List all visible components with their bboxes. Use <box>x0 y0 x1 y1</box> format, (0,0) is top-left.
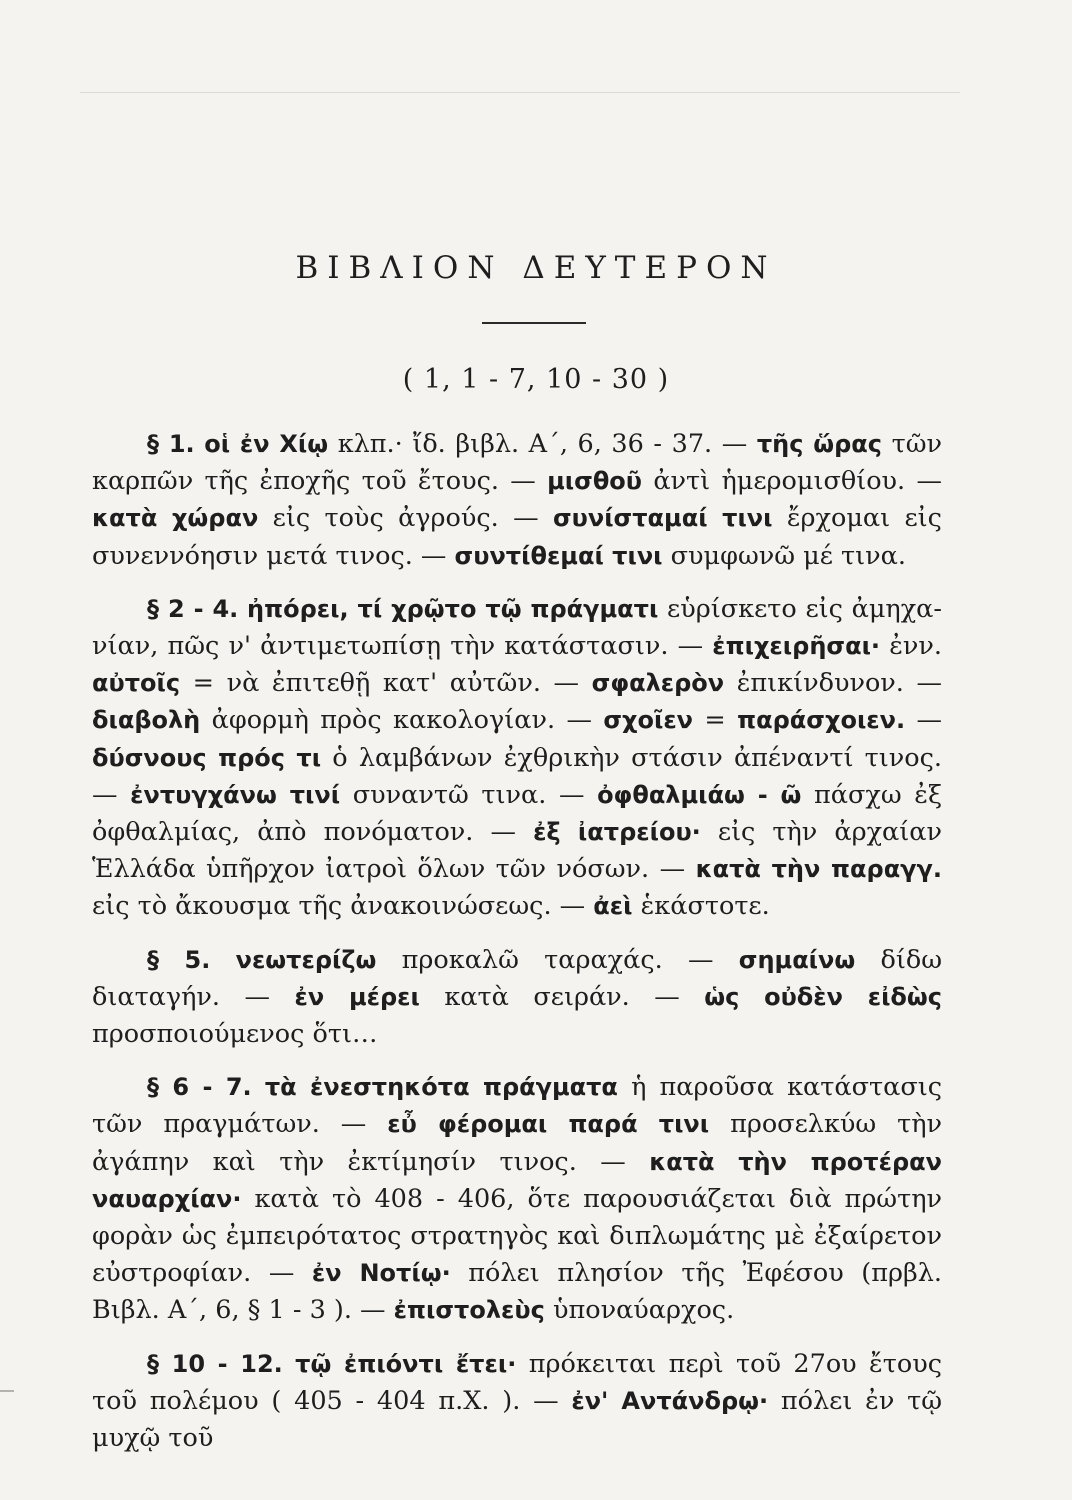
margin-mark <box>0 1390 14 1392</box>
show-through-rule <box>80 92 960 93</box>
lemma: εὖ φέρομαι παρά τινι <box>387 1110 710 1139</box>
gloss: συμφωνῶ μέ τινα. <box>662 540 906 571</box>
lemma: παράσχοιεν. <box>737 706 906 735</box>
lemma: διαβολὴ <box>92 706 201 735</box>
commentary-paragraph <box>92 591 942 926</box>
lemma: νεωτερίζω <box>235 945 377 974</box>
lemma: ἐν μέρει <box>294 982 420 1011</box>
section-range: ( 1, 1 - 7, 10 - 30 ) <box>402 364 670 395</box>
commentary-paragraph <box>92 1069 942 1329</box>
gloss: δίδω διαταγήν. — <box>92 944 942 1012</box>
heading-rule <box>482 322 586 324</box>
lemma: ἐπιχειρῆσαι· <box>712 632 881 661</box>
gloss: — <box>905 705 942 736</box>
lemma: ὡς οὐδὲν εἰδὼς <box>704 982 943 1011</box>
lemma: οἱ ἐν Χίῳ <box>204 430 329 458</box>
lemma: ἐξ ἰατρείου· <box>533 818 701 847</box>
lemma: κατὰ τὴν παραγγ. <box>695 855 942 884</box>
gloss: ἔρχομαι εἰς συνεννόησιν μετά τινος. — <box>92 503 942 571</box>
gloss: κατὰ σειράν. — <box>419 981 705 1012</box>
gloss: πόλει ἐν τῷ μυχῷ τοῦ <box>92 1385 942 1454</box>
lemma: τὰ ἐνεστηκότα πράγματα <box>264 1073 618 1102</box>
lemma: συντίθεμαί τινι <box>454 541 663 570</box>
gloss: τῶν καρπῶν τῆς ἐποχῆς τοῦ ἔτους. — <box>92 429 942 497</box>
lemma: ἐν' Αντάνδρῳ· <box>571 1386 769 1415</box>
gloss: ἡ παροῦσα κατάστασις τῶν πραγμάτων. — <box>92 1072 943 1140</box>
section-number: § 5. <box>147 945 211 974</box>
gloss: = <box>693 705 738 736</box>
gloss: πόλει πλησίον τῆς Ἐφέσου (πρβλ. Βιβλ. Α΄, 6, § 1 - 3 ). — <box>92 1258 943 1326</box>
section-number: § 10 - 12. <box>147 1349 283 1378</box>
book-heading: ΒΙΒΛΙΟΝ ΔΕΥΤΕΡΟΝ <box>295 250 777 286</box>
lemma: μισθοῦ <box>547 467 642 496</box>
gloss: ἑκάστοτε. <box>632 891 770 922</box>
section-number: § 6 - 7. <box>147 1073 252 1102</box>
lemma: σχοῖεν <box>603 706 694 735</box>
gloss: ἀντὶ ἡμερομισθίου. — <box>642 466 942 497</box>
lemma: δύσνους πρός τι <box>92 743 322 772</box>
lemma: τῷ ἐπιόντι ἔτει· <box>295 1349 517 1378</box>
gloss: ἐνν. <box>880 631 942 662</box>
lemma: ἐντυγχάνω τινί <box>130 780 341 809</box>
gloss: εὑρίσκετο εἰς ἀμηχανίαν, πῶς ν' ἀντιμετωπίσῃ τὴν κατάστασιν. — <box>92 593 942 662</box>
lemma: ἀεὶ <box>593 892 633 921</box>
gloss: ὁ λαμβάνων ἐχθρικὴν στάσιν ἀπέναντί τινος. — <box>92 742 942 810</box>
gloss: = νὰ ἐπιτεθῇ κατ' αὐτῶν. — <box>180 668 592 699</box>
lemma: ἠπόρει, τί χρῷτο τῷ πράγματι <box>247 594 659 623</box>
lemma: τῆς ὥρας <box>756 430 883 458</box>
section-number: § 1. <box>147 430 195 458</box>
lemma: κατὰ τὴν προτέραν ναυαρχίαν· <box>92 1147 942 1213</box>
gloss: συναντῶ τινα. — <box>340 779 598 810</box>
gloss: ἀφορμὴ πρὸς κακολογίαν. — <box>200 705 604 736</box>
lemma: αὐτοῖς <box>92 669 181 698</box>
commentary-paragraph <box>92 942 942 1054</box>
lemma: ὀφθαλμιάω - ῶ <box>597 780 802 809</box>
gloss: εἰς τοὺς ἀγρούς. — <box>258 503 553 534</box>
gloss: εἰς τὴν ἀρχαίαν Ἑλλάδα ὑπῆρχον ἰατροὶ ὅλων τῶν νόσων. — <box>92 817 942 885</box>
lemma: σφαλερὸν <box>591 669 725 698</box>
commentary-body <box>92 426 942 1473</box>
lemma: σημαίνω <box>738 945 856 974</box>
lemma: κατὰ χώραν <box>92 504 259 533</box>
lemma: συνίσταμαί τινι <box>552 504 773 533</box>
gloss: εἰς τὸ ἄκουσμα τῆς ἀνακοινώσεως. — <box>92 891 594 922</box>
gloss: ὑποναύαρχος. <box>544 1295 735 1326</box>
gloss: προσποιούμενος ὅτι… <box>92 1019 378 1050</box>
gloss: προκαλῶ ταραχάς. — <box>376 944 739 975</box>
gloss: πρόκειται περὶ τοῦ 27ου ἔτους τοῦ πολέμου ( 405 - 404 π.Χ. ). — <box>92 1348 942 1416</box>
lemma: ἐπιστολεὺς <box>393 1296 545 1325</box>
gloss: κατὰ τὸ 408 - 406, ὅτε παρουσιάζεται διὰ πρώτην φορὰν ὡς ἐμπειρότατος στρατηγὸς καὶ διπλωμάτης μὲ ἐξαίρετον εὐστροφίαν. — <box>92 1183 942 1289</box>
commentary-paragraph <box>92 1346 942 1458</box>
gloss: προσελκύω τὴν ἀγάπην καὶ τὴν ἐκτίμησίν τινος. — <box>92 1109 943 1177</box>
gloss: κλπ.· ἴδ. βιβλ. Α΄, 6, 36 - 37. — <box>328 429 757 459</box>
commentary-paragraph <box>92 426 942 575</box>
gloss: πάσχω ἐξ ὀφθαλμίας, ἀπὸ πονόματον. — <box>92 779 942 848</box>
section-number: § 2 - 4. <box>147 594 239 623</box>
gloss: ἐπικίνδυνον. — <box>724 668 942 699</box>
lemma: ἐν Νοτίῳ· <box>311 1259 451 1288</box>
